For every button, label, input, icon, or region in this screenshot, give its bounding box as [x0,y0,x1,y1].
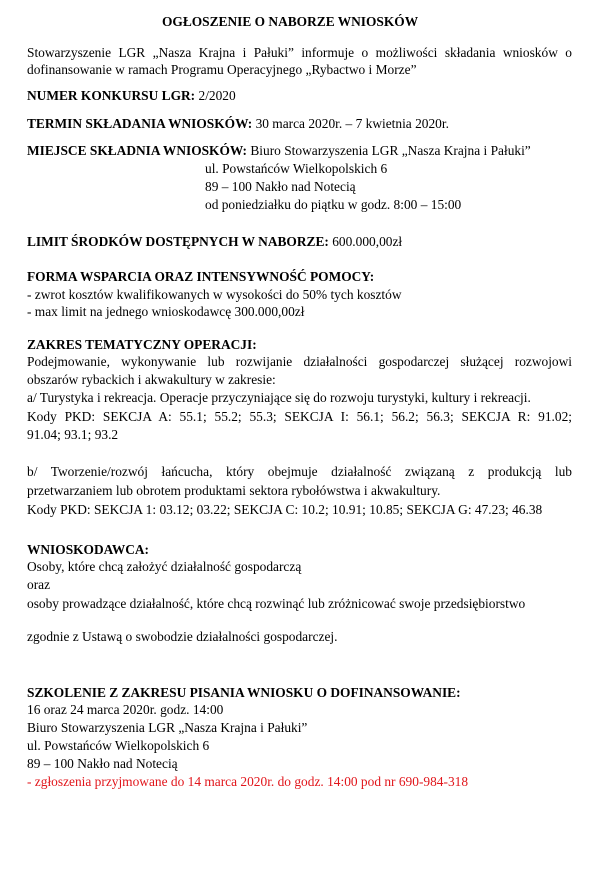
submission-place [27,142,531,159]
scope-a-line-2: Kody PKD: SEKCJA A: 55.1; 55.2; 55.3; SEKCJA I: 56.1; 56.2; 56.3; SEKCJA R: 91.02; [27,409,572,424]
intro-line-1: Stowarzyszenie LGR „Nasza Krajna i Pałuki” informuje o możliwości składania wniosków o [27,45,572,60]
submission-deadline-label: TERMIN SKŁADANIA WNIOSKÓW: [27,116,253,131]
funding-limit-value: 600.000,00zł [332,234,403,249]
scope-intro-line-2: obszarów rybackich i akwakultury w zakresie: [27,372,276,387]
training-line-3: ul. Powstańców Wielkopolskich 6 [27,738,210,753]
training-line-1: 16 oraz 24 marca 2020r. godz. 14:00 [27,702,224,717]
support-form-item-2: - max limit na jednego wnioskodawcę 300.000,00zł [27,304,305,319]
scope-intro-line-1: Podejmowanie, wykonywanie lub rozwijanie działalności gospodarczej służącej rozwojowi [27,354,572,369]
support-form-heading: FORMA WSPARCIA ORAZ INTENSYWNOŚĆ POMOCY: [27,269,375,284]
submission-place-line-4: od poniedziałku do piątku w godz. 8:00 – 15:00 [205,197,462,212]
submission-place-line-1: Biuro Stowarzyszenia LGR „Nasza Krajna i Pałuki” [250,143,531,158]
applicant-line-3: osoby prowadzące działalność, które chcą rozwinąć lub zróżnicować swoje przedsiębiorstwo [27,596,526,611]
support-form-item-1: - zwrot kosztów kwalifikowanych w wysokości do 50% tych kosztów [27,287,402,302]
competition-number-value: 2/2020 [198,88,236,103]
page-title: OGŁOSZENIE O NABORZE WNIOSKÓW [162,14,419,29]
scope-b-line-1: b/ Tworzenie/rozwój łańcucha, który obejmuje działalność związaną z produkcją lub [27,464,572,479]
intro-line-2: dofinansowanie w ramach Programu Operacyjnego „Rybactwo i Morze” [27,62,417,77]
applicant-line-1: Osoby, które chcą założyć działalność gospodarczą [27,559,302,574]
scope-a-line-3: 91.04; 93.1; 93.2 [27,427,119,442]
training-line-2: Biuro Stowarzyszenia LGR „Nasza Krajna i Pałuki” [27,720,308,735]
submission-place-line-2: ul. Powstańców Wielkopolskich 6 [205,161,388,176]
scope-b-line-3: Kody PKD: SEKCJA 1: 03.12; 03.22; SEKCJA C: 10.2; 10.91; 10.85; SEKCJA G: 47.23; 46.38 [27,502,543,517]
competition-number-label: NUMER KONKURSU LGR: [27,88,196,103]
competition-number [27,87,236,104]
submission-place-label: MIEJSCE SKŁADNIA WNIOSKÓW: [27,143,248,158]
submission-deadline [27,115,449,132]
training-heading: SZKOLENIE Z ZAKRESU PISANIA WNIOSKU O DOFINANSOWANIE: [27,685,461,700]
scope-b-line-2: przetwarzaniem lub obrotem produktami sektora rybołówstwa i akwakultury. [27,483,441,498]
scope-a-line-1: a/ Turystyka i rekreacja. Operacje przyczyniające się do rozwoju turystyki, kultury i rekreacji. [27,390,531,405]
submission-place-line-3: 89 – 100 Nakło nad Notecią [205,179,356,194]
submission-deadline-value: 30 marca 2020r. – 7 kwietnia 2020r. [255,116,449,131]
scope-heading: ZAKRES TEMATYCZNY OPERACJI: [27,337,257,352]
applicant-heading: WNIOSKODAWCA: [27,542,150,557]
training-registration-note: - zgłoszenia przyjmowane do 14 marca 2020r. do godz. 14:00 pod nr 690-984-318 [27,774,469,789]
funding-limit [27,233,402,250]
training-line-4: 89 – 100 Nakło nad Notecią [27,756,178,771]
applicant-line-2: oraz [27,577,51,592]
applicant-line-4: zgodnie z Ustawą o swobodzie działalności gospodarczej. [27,629,338,644]
funding-limit-label: LIMIT ŚRODKÓW DOSTĘPNYCH W NABORZE: [27,234,329,249]
